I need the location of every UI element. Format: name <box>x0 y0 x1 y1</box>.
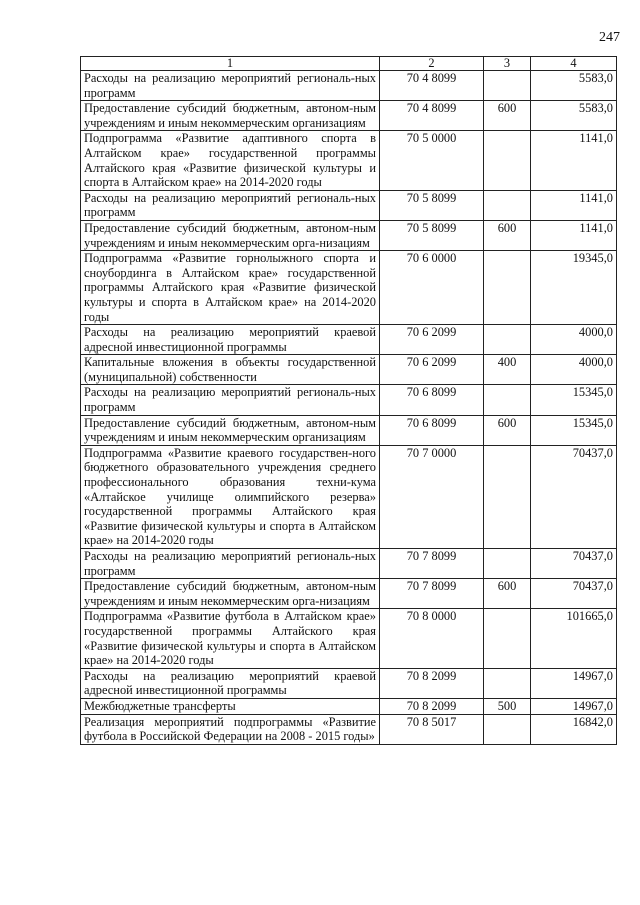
table-row <box>81 190 617 220</box>
row-name-cell: Расходы на реализацию мероприятий краевой адресной инвестиционной программы <box>81 668 380 698</box>
row-name-cell: Межбюджетные трансферты <box>81 698 380 714</box>
row-expense-type-cell: 400 <box>484 355 531 385</box>
table-row <box>81 251 617 325</box>
row-code-cell: 70 7 8099 <box>380 549 484 579</box>
row-expense-type-cell: 600 <box>484 579 531 609</box>
row-code-cell: 70 7 8099 <box>380 579 484 609</box>
row-name-cell: Предоставление субсидий бюджетным, автоном-ным учреждениям и иным некоммерческим организациям <box>81 415 380 445</box>
table-row <box>81 668 617 698</box>
row-name-cell: Капитальные вложения в объекты государственной (муниципальной) собственности <box>81 355 380 385</box>
row-expense-type-cell <box>484 385 531 415</box>
table-row <box>81 714 617 744</box>
row-amount-cell: 19345,0 <box>531 251 617 325</box>
row-code-cell: 70 4 8099 <box>380 71 484 101</box>
page-number: 247 <box>599 30 620 45</box>
row-amount-cell: 70437,0 <box>531 549 617 579</box>
row-code-cell: 70 6 8099 <box>380 415 484 445</box>
row-code-cell: 70 4 8099 <box>380 101 484 131</box>
row-code-cell: 70 6 2099 <box>380 325 484 355</box>
row-amount-cell: 1141,0 <box>531 190 617 220</box>
row-code-cell: 70 8 5017 <box>380 714 484 744</box>
row-name-cell: Предоставление субсидий бюджетным, автоном-ным учреждениям и иным некоммерческим орга-низациям <box>81 220 380 250</box>
row-amount-cell: 5583,0 <box>531 101 617 131</box>
row-amount-cell: 16842,0 <box>531 714 617 744</box>
row-amount-cell: 1141,0 <box>531 131 617 190</box>
row-code-cell: 70 6 8099 <box>380 385 484 415</box>
row-name-cell: Предоставление субсидий бюджетным, автоном-ным учреждениям и иным некоммерческим организациям <box>81 101 380 131</box>
row-expense-type-cell <box>484 714 531 744</box>
row-name-cell: Реализация мероприятий подпрограммы «Развитие футбола в Российской Федерации на 2008 - 2015 годы» <box>81 714 380 744</box>
table-row <box>81 101 617 131</box>
table-row <box>81 385 617 415</box>
row-expense-type-cell <box>484 131 531 190</box>
row-expense-type-cell <box>484 668 531 698</box>
header-col-3: 3 <box>484 57 531 71</box>
table-row <box>81 698 617 714</box>
row-amount-cell: 5583,0 <box>531 71 617 101</box>
row-code-cell: 70 8 0000 <box>380 609 484 668</box>
row-expense-type-cell <box>484 325 531 355</box>
table-row <box>81 325 617 355</box>
table-row <box>81 609 617 668</box>
header-col-4: 4 <box>531 57 617 71</box>
row-name-cell: Расходы на реализацию мероприятий региональ-ных программ <box>81 71 380 101</box>
row-expense-type-cell <box>484 251 531 325</box>
header-col-2: 2 <box>380 57 484 71</box>
row-name-cell: Расходы на реализацию мероприятий региональ-ных программ <box>81 190 380 220</box>
row-amount-cell: 14967,0 <box>531 698 617 714</box>
row-amount-cell: 14967,0 <box>531 668 617 698</box>
row-expense-type-cell: 500 <box>484 698 531 714</box>
row-expense-type-cell <box>484 190 531 220</box>
row-expense-type-cell: 600 <box>484 220 531 250</box>
row-code-cell: 70 6 0000 <box>380 251 484 325</box>
header-row <box>81 57 617 71</box>
table-row <box>81 415 617 445</box>
table-header <box>81 57 617 71</box>
row-amount-cell: 15345,0 <box>531 385 617 415</box>
row-amount-cell: 4000,0 <box>531 355 617 385</box>
table-row <box>81 71 617 101</box>
row-name-cell: Подпрограмма «Развитие краевого государствен-ного бюджетного образовательного учреждения среднего профессионального образования техни-кума «Алтайское училище олимпийского резерва» государственной программы Алтайского края «Развитие физической культуры и спорта в Алтайском крае» на 2014-2020 годы <box>81 445 380 548</box>
row-code-cell: 70 8 2099 <box>380 668 484 698</box>
budget-table <box>80 56 617 745</box>
row-name-cell: Предоставление субсидий бюджетным, автоном-ным учреждениям и иным некоммерческим орга-низациям <box>81 579 380 609</box>
row-name-cell: Расходы на реализацию мероприятий региональ-ных программ <box>81 385 380 415</box>
row-code-cell: 70 6 2099 <box>380 355 484 385</box>
table-row <box>81 131 617 190</box>
row-name-cell: Подпрограмма «Развитие горнолыжного спорта и сноубординга в Алтайском крае» государственной программы Алтайского края «Развитие физической культуры и спорта в Алтайском крае» на 2014-2020 годы <box>81 251 380 325</box>
row-name-cell: Подпрограмма «Развитие футбола в Алтайском крае» государственной программы Алтайского края «Развитие физической культуры и спорта в Алтайском крае» на 2014-2020 годы <box>81 609 380 668</box>
row-code-cell: 70 5 0000 <box>380 131 484 190</box>
table-row <box>81 355 617 385</box>
row-expense-type-cell: 600 <box>484 415 531 445</box>
row-expense-type-cell <box>484 445 531 548</box>
row-amount-cell: 4000,0 <box>531 325 617 355</box>
row-name-cell: Расходы на реализацию мероприятий региональ-ных программ <box>81 549 380 579</box>
row-name-cell: Расходы на реализацию мероприятий краевой адресной инвестиционной программы <box>81 325 380 355</box>
row-expense-type-cell <box>484 609 531 668</box>
row-expense-type-cell: 600 <box>484 101 531 131</box>
table-row <box>81 579 617 609</box>
table-row <box>81 445 617 548</box>
table-row <box>81 220 617 250</box>
row-name-cell: Подпрограмма «Развитие адаптивного спорта в Алтайском крае» государственной программы Алтайского края «Развитие физической культуры и спорта в Алтайском крае» на 2014-2020 годы <box>81 131 380 190</box>
row-code-cell: 70 7 0000 <box>380 445 484 548</box>
row-expense-type-cell <box>484 71 531 101</box>
row-amount-cell: 101665,0 <box>531 609 617 668</box>
row-code-cell: 70 5 8099 <box>380 220 484 250</box>
row-amount-cell: 70437,0 <box>531 445 617 548</box>
table-body <box>81 71 617 745</box>
table-row <box>81 549 617 579</box>
row-amount-cell: 70437,0 <box>531 579 617 609</box>
header-col-1: 1 <box>81 57 380 71</box>
row-code-cell: 70 5 8099 <box>380 190 484 220</box>
row-code-cell: 70 8 2099 <box>380 698 484 714</box>
row-amount-cell: 15345,0 <box>531 415 617 445</box>
row-expense-type-cell <box>484 549 531 579</box>
row-amount-cell: 1141,0 <box>531 220 617 250</box>
